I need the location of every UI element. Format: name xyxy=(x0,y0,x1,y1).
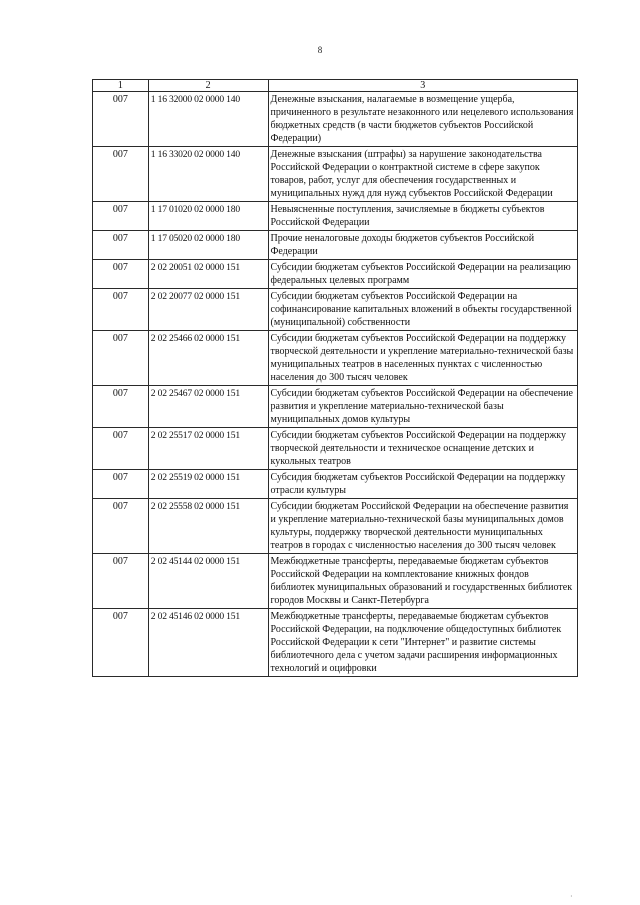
table-row xyxy=(93,428,578,470)
admin-code-cell: 007 xyxy=(93,289,149,331)
admin-code-cell: 007 xyxy=(93,202,149,231)
admin-code-cell: 007 xyxy=(93,554,149,609)
revenue-name-cell: Невыясненные поступления, зачисляемые в бюджеты субъектов Российской Федерации xyxy=(268,202,577,231)
column-header: 2 xyxy=(148,80,268,92)
revenue-name-cell: Денежные взыскания, налагаемые в возмещение ущерба, причиненного в результате незаконного или нецелевого использования бюджетных средств (в части бюджетов субъектов Российской Федерации) xyxy=(268,92,577,147)
budget-code-cell: 1 17 01020 02 0000 180 xyxy=(148,202,268,231)
budget-code-cell: 2 02 25558 02 0000 151 xyxy=(148,499,268,554)
budget-code-cell: 2 02 45146 02 0000 151 xyxy=(148,609,268,677)
table-row xyxy=(93,92,578,147)
revenue-name-cell: Денежные взыскания (штрафы) за нарушение законодательства Российской Федерации о контрактной системе в сфере закупок товаров, работ, услуг для обеспечения государственных и муниципальных нужд для нужд субъектов Российской Федерации xyxy=(268,147,577,202)
budget-code-cell: 2 02 20077 02 0000 151 xyxy=(148,289,268,331)
table-row xyxy=(93,202,578,231)
admin-code-cell: 007 xyxy=(93,147,149,202)
budget-code-cell: 2 02 25519 02 0000 151 xyxy=(148,470,268,499)
revenue-name-cell: Субсидия бюджетам субъектов Российской Федерации на поддержку отрасли культуры xyxy=(268,470,577,499)
table-row xyxy=(93,331,578,386)
revenue-name-cell: Межбюджетные трансферты, передаваемые бюджетам субъектов Российской Федерации на комплектование книжных фондов библиотек муниципальных образований и государственных библиотек городов Москвы и Санкт-Петербурга xyxy=(268,554,577,609)
budget-code-cell: 2 02 45144 02 0000 151 xyxy=(148,554,268,609)
page-number: 8 xyxy=(317,45,323,55)
admin-code-cell: 007 xyxy=(93,470,149,499)
revenue-name-cell: Субсидии бюджетам субъектов Российской Федерации на реализацию федеральных целевых программ xyxy=(268,260,577,289)
admin-code-cell: 007 xyxy=(93,92,149,147)
revenue-name-cell: Субсидии бюджетам субъектов Российской Федерации на поддержку творческой деятельности и техническое оснащение детских и кукольных театров xyxy=(268,428,577,470)
admin-code-cell: 007 xyxy=(93,331,149,386)
table-row xyxy=(93,470,578,499)
table-row xyxy=(93,260,578,289)
budget-code-cell: 2 02 20051 02 0000 151 xyxy=(148,260,268,289)
revenue-name-cell: Субсидии бюджетам субъектов Российской Федерации на обеспечение развития и укрепление материально-технической базы муниципальных домов культуры xyxy=(268,386,577,428)
table-row xyxy=(93,554,578,609)
budget-code-cell: 1 16 33020 02 0000 140 xyxy=(148,147,268,202)
column-header: 3 xyxy=(268,80,577,92)
budget-revenue-table xyxy=(92,79,578,677)
table-row xyxy=(93,609,578,677)
admin-code-cell: 007 xyxy=(93,386,149,428)
admin-code-cell: 007 xyxy=(93,609,149,677)
revenue-name-cell: Межбюджетные трансферты, передаваемые бюджетам субъектов Российской Федерации, на подключение общедоступных библиотек Российской Федерации к сети "Интернет" и развитие системы библиотечного дела с учетом задачи расширения информационных технологий и оцифровки xyxy=(268,609,577,677)
revenue-name-cell: Субсидии бюджетам субъектов Российской Федерации на софинансирование капитальных вложений в объекты государственной (муниципальной) собственности xyxy=(268,289,577,331)
budget-code-cell: 1 17 05020 02 0000 180 xyxy=(148,231,268,260)
table-row xyxy=(93,499,578,554)
revenue-name-cell: Субсидии бюджетам Российской Федерации на обеспечение развития и укрепление материально-технической базы муниципальных домов культуры, поддержку творческой деятельности муниципальных театров в городах с численностью населения до 300 тысяч человек xyxy=(268,499,577,554)
table-row xyxy=(93,231,578,260)
revenue-name-cell: Субсидии бюджетам субъектов Российской Федерации на поддержку творческой деятельности и укрепление материально-технической базы муниципальных театров в населенных пунктах с численностью населения до 300 тысяч человек xyxy=(268,331,577,386)
budget-code-cell: 2 02 25517 02 0000 151 xyxy=(148,428,268,470)
admin-code-cell: 007 xyxy=(93,260,149,289)
admin-code-cell: 007 xyxy=(93,499,149,554)
table-header-row xyxy=(93,80,578,92)
admin-code-cell: 007 xyxy=(93,231,149,260)
scan-artifact: · xyxy=(570,892,573,901)
column-header: 1 xyxy=(93,80,149,92)
table-row xyxy=(93,289,578,331)
table-row xyxy=(93,386,578,428)
budget-code-cell: 2 02 25467 02 0000 151 xyxy=(148,386,268,428)
budget-code-cell: 1 16 32000 02 0000 140 xyxy=(148,92,268,147)
revenue-name-cell: Прочие неналоговые доходы бюджетов субъектов Российской Федерации xyxy=(268,231,577,260)
admin-code-cell: 007 xyxy=(93,428,149,470)
budget-code-cell: 2 02 25466 02 0000 151 xyxy=(148,331,268,386)
table-row xyxy=(93,147,578,202)
